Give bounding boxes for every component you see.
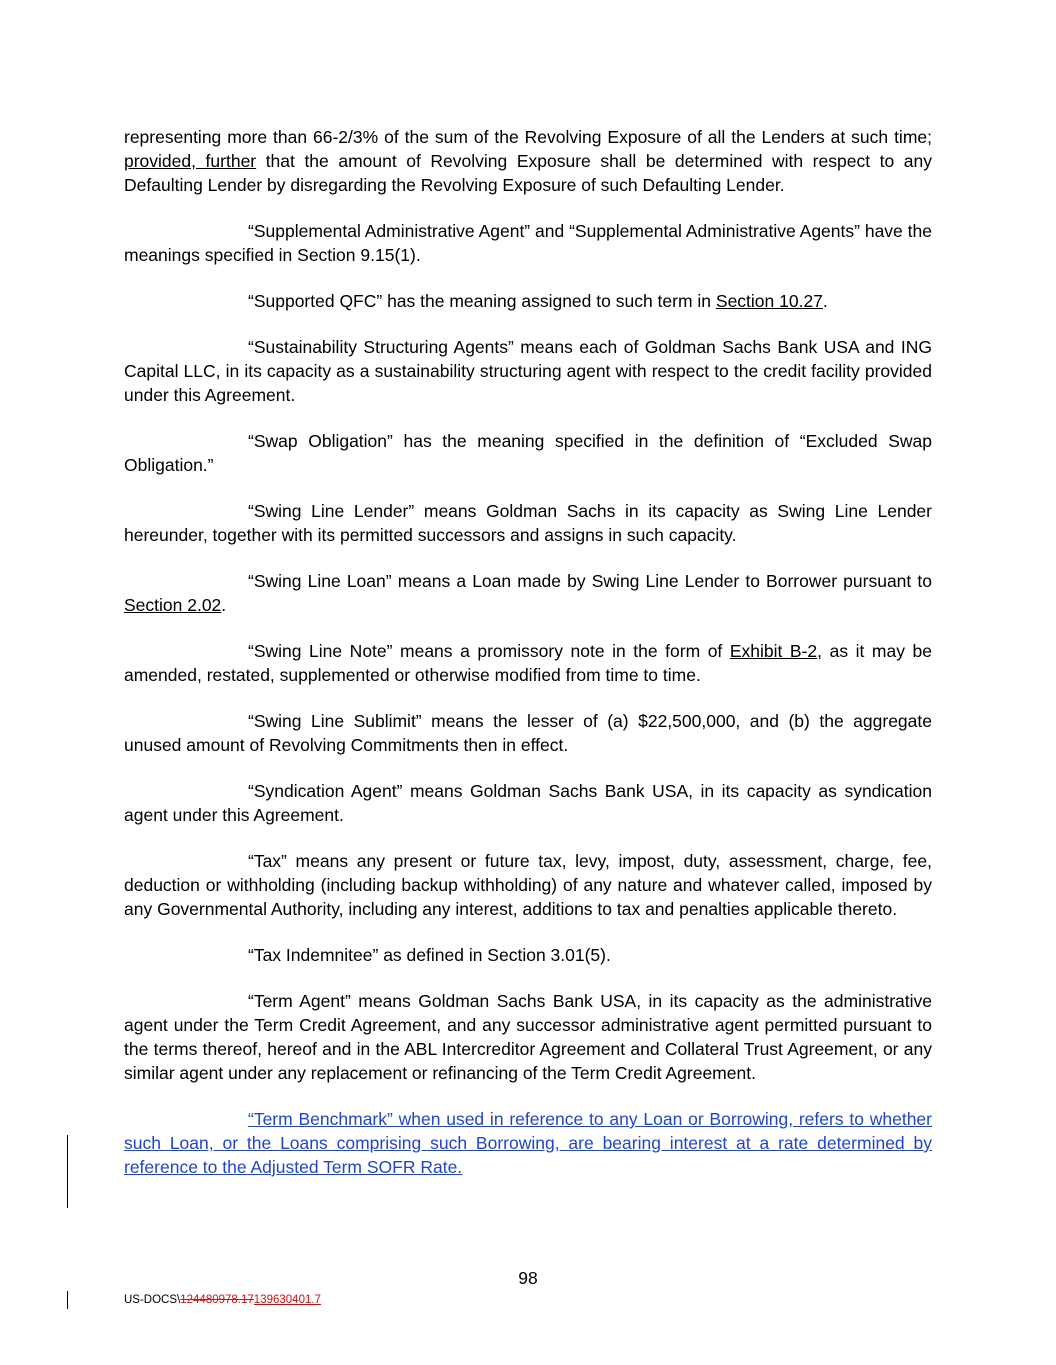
exhibit-reference: Exhibit B-2 (729, 641, 818, 661)
definition-swing-line-sublimit: “Swing Line Sublimit” means the lesser of (a) $22,500,000, and (b) the aggregate unused amount of Revolving Commitments then in effect. (124, 711, 932, 755)
document-body (124, 125, 932, 1179)
inserted-text: “Term Benchmark” when used in reference to any Loan or Borrowing, refers to whether such Loan, or the Loans comprising such Borrowing, are bearing interest at a rate determined by reference to the Adjusted Term SOFR Rate. (124, 1109, 932, 1177)
page-number: 98 (518, 1268, 538, 1288)
footer-prefix: US-DOCS\ (124, 1294, 181, 1306)
definition-swap-obligation: “Swap Obligation” has the meaning specified in the definition of “Excluded Swap Obligation.” (124, 431, 932, 475)
footer-change-bar (67, 1291, 68, 1309)
definition-swing-line-lender: “Swing Line Lender” means Goldman Sachs in its capacity as Swing Line Lender hereunder, together with its permitted successors and assigns in such capacity. (124, 501, 932, 545)
underlined-term: provided, further (124, 151, 257, 171)
paragraph-revolving-continued: representing more than 66-2/3% of the sum of the Revolving Exposure of all the Lenders at such time; provided, further that the amount of Revolving Exposure shall be determined with respect to any Defaulting Lender by disregarding the Revolving Exposure of such Defaulting Lender. (124, 127, 932, 195)
definition-supported-qfc: “Supported QFC” has the meaning assigned to such term in Section 10.27. (248, 291, 828, 311)
definition-sustainability-structuring-agents: “Sustainability Structuring Agents” means each of Goldman Sachs Bank USA and ING Capital LLC, in its capacity as a sustainability structuring agent with respect to the credit facility provided under this Agreement. (124, 337, 932, 405)
definition-term-agent: “Term Agent” means Goldman Sachs Bank USA, in its capacity as the administrative agent under the Term Credit Agreement, and any successor administrative agent permitted pursuant to the terms thereof, hereof and in the ABL Intercreditor Agreement and Collateral Trust Agreement, or any similar agent under any replacement or refinancing of the Term Credit Agreement. (124, 991, 932, 1083)
definition-term-benchmark-inserted (124, 1107, 932, 1179)
footer-inserted-version: 139630401.7 (253, 1294, 321, 1306)
definition-syndication-agent: “Syndication Agent” means Goldman Sachs Bank USA, in its capacity as syndication agent under this Agreement. (124, 781, 932, 825)
definition-swing-line-note: “Swing Line Note” means a promissory note in the form of Exhibit B-2, as it may be amended, restated, supplemented or otherwise modified from time to time. (124, 641, 932, 685)
definition-tax: “Tax” means any present or future tax, levy, impost, duty, assessment, charge, fee, deduction or withholding (including backup withholding) of any nature and whatever called, imposed by any Governmental Authority, including any interest, additions to tax and penalties applicable thereto. (124, 851, 932, 919)
document-footer (124, 1294, 321, 1306)
definition-supplemental-administrative-agent: “Supplemental Administrative Agent” and “Supplemental Administrative Agents” have the meanings specified in Section 9.15(1). (124, 221, 932, 265)
change-bar (67, 1135, 68, 1208)
definition-swing-line-loan: “Swing Line Loan” means a Loan made by Swing Line Lender to Borrower pursuant to Section 2.02. (124, 571, 932, 615)
definition-tax-indemnitee: “Tax Indemnitee” as defined in Section 3.01(5). (248, 945, 611, 965)
section-reference: Section 2.02 (124, 595, 222, 615)
footer-deleted-version: 124480978.17 (180, 1294, 254, 1306)
section-reference: Section 10.27 (715, 291, 823, 311)
